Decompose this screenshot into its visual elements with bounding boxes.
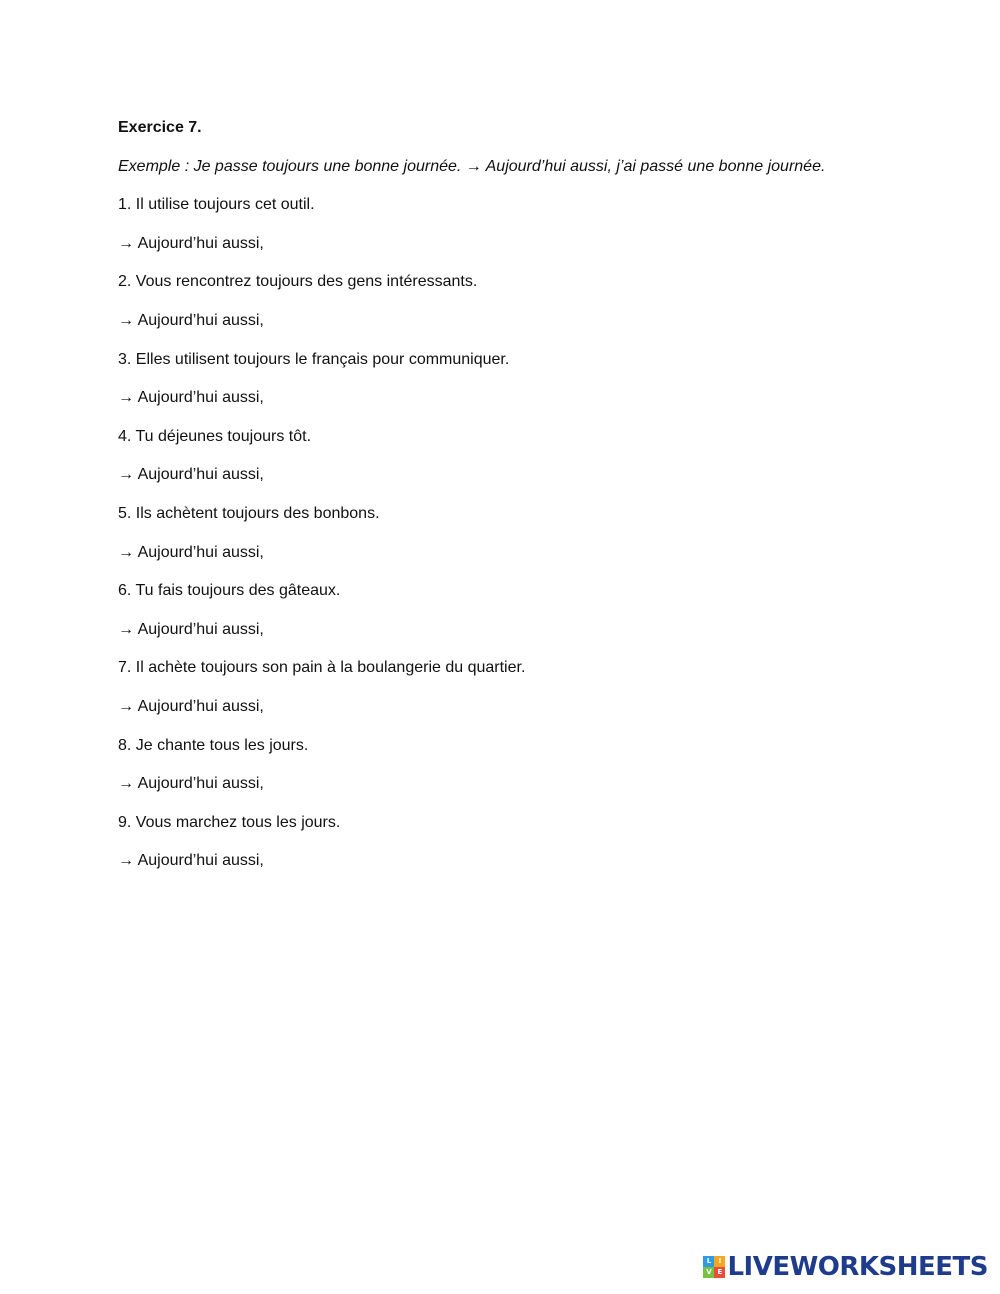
liveworksheets-logo-text: LIVEWORKSHEETS bbox=[727, 1252, 988, 1282]
item-8-answer: → Aujourd’hui aussi, bbox=[118, 775, 264, 793]
logo-icon-tile-v: V bbox=[703, 1267, 714, 1278]
item-4-sentence: 4. Tu déjeunes toujours tôt. bbox=[118, 427, 312, 445]
logo-icon-tile-i: I bbox=[714, 1256, 725, 1267]
liveworksheets-logo[interactable] bbox=[703, 1254, 988, 1280]
item-6-sentence: 6. Tu fais toujours des gâteaux. bbox=[118, 582, 341, 600]
item-5-answer: → Aujourd’hui aussi, bbox=[118, 543, 264, 561]
exercise-title: Exercice 7. bbox=[118, 119, 202, 136]
item-5-sentence: 5. Ils achètent toujours des bonbons. bbox=[118, 504, 380, 522]
worksheet-page bbox=[118, 118, 978, 890]
item-2-sentence: 2. Vous rencontrez toujours des gens intéressants. bbox=[118, 273, 478, 291]
item-1-sentence: 1. Il utilise toujours cet outil. bbox=[118, 196, 315, 214]
logo-icon-tile-l: L bbox=[703, 1256, 714, 1267]
item-1-answer: → Aujourd’hui aussi, bbox=[118, 234, 264, 252]
item-6-answer: → Aujourd’hui aussi, bbox=[118, 620, 264, 638]
liveworksheets-logo-icon bbox=[703, 1256, 725, 1278]
logo-icon-tile-e: E bbox=[714, 1267, 725, 1278]
item-7-answer: → Aujourd’hui aussi, bbox=[118, 697, 264, 715]
item-9-sentence: 9. Vous marchez tous les jours. bbox=[118, 813, 341, 831]
item-8-sentence: 8. Je chante tous les jours. bbox=[118, 736, 309, 754]
item-2-answer: → Aujourd’hui aussi, bbox=[118, 311, 264, 329]
item-3-answer: → Aujourd’hui aussi, bbox=[118, 389, 264, 407]
item-9-answer: → Aujourd’hui aussi, bbox=[118, 852, 264, 870]
item-7-sentence: 7. Il achète toujours son pain à la boulangerie du quartier. bbox=[118, 659, 526, 677]
item-3-sentence: 3. Elles utilisent toujours le français pour communiquer. bbox=[118, 350, 510, 368]
example-sentence: Exemple : Je passe toujours une bonne journée. → Aujourd’hui aussi, j’ai passé une bonne journée. bbox=[118, 157, 826, 175]
item-4-answer: → Aujourd’hui aussi, bbox=[118, 466, 264, 484]
